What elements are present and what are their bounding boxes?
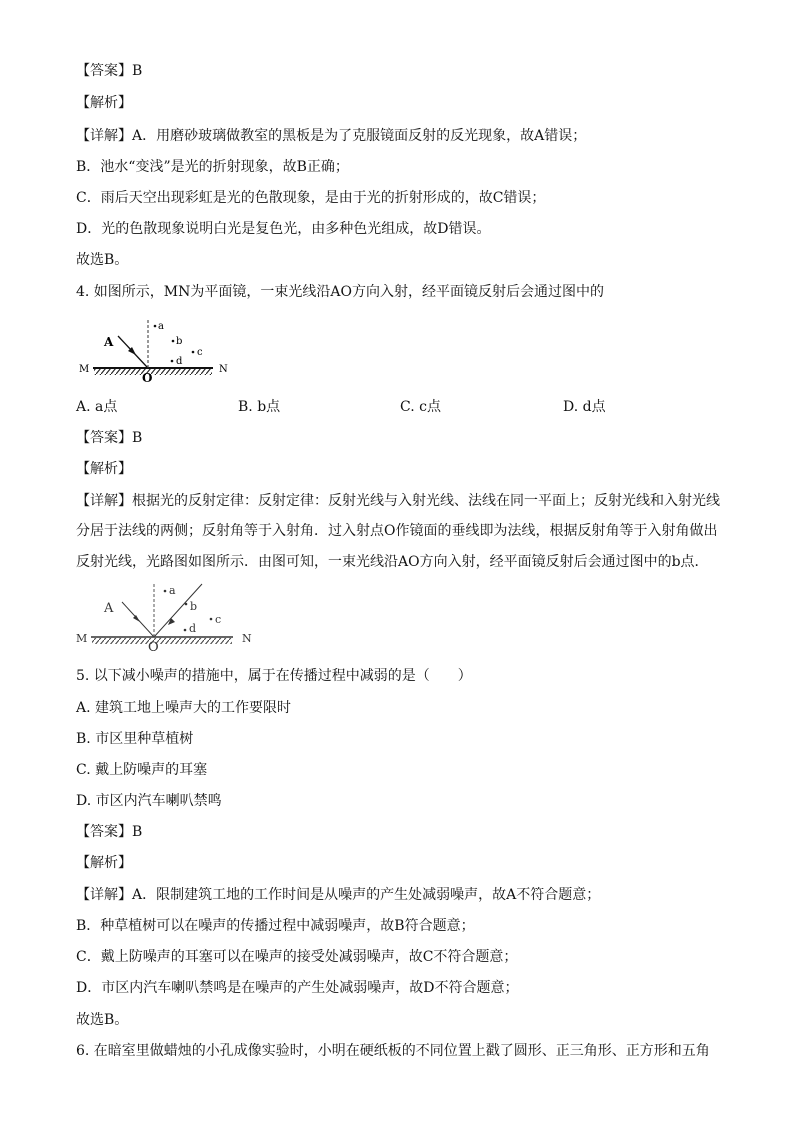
option-d: D. d点: [563, 399, 606, 415]
label-point-d: d: [189, 622, 197, 635]
detail-line: B．池水“变浅”是光的折射现象，故B正确；: [76, 159, 349, 175]
label-n: N: [242, 632, 252, 645]
label-point-c: c: [215, 613, 222, 626]
label-m: M: [76, 632, 88, 645]
option-a: A. 建筑工地上噪声大的工作要限时: [76, 700, 292, 716]
detail-line: C．雨后天空出现彩虹是光的色散现象，是由于光的折射形成的，故C错误；: [76, 190, 546, 206]
detail-line: C．戴上防噪声的耳塞可以在噪声的接受处减弱噪声，故C不符合题意；: [76, 949, 518, 965]
label-point-b: b: [190, 600, 198, 613]
option-b: B. 市区里种草植树: [76, 731, 194, 747]
label-point-d: d: [176, 356, 183, 367]
point-a: [154, 325, 157, 328]
point-d: [184, 629, 187, 632]
analysis-label: 【解析】: [76, 461, 132, 477]
incident-arrow-icon: [133, 615, 140, 622]
reflection-path-figure: [74, 580, 264, 655]
detail-line: D．市区内汽车喇叭禁鸣是在噪声的产生处减弱噪声，故D不符合题意；: [76, 980, 519, 996]
detail-line: D．光的色散现象说明白光是复色光，由多种色光组成，故D错误。: [76, 221, 491, 237]
option-a: A. a点: [76, 399, 118, 415]
option-c: C. c点: [400, 399, 441, 415]
point-c: [210, 618, 213, 621]
conclusion-line: 故选B。: [76, 1012, 129, 1028]
question-6-stem: 6. 在暗室里做蜡烛的小孔成像实验时，小明在硬纸板的不同位置上戳了圆形、正三角形、正方形和五角: [76, 1043, 710, 1059]
answer-label: 【答案】B: [76, 430, 143, 446]
label-a-incident: A: [104, 601, 114, 616]
analysis-label: 【解析】: [76, 855, 132, 871]
label-m: M: [79, 364, 90, 375]
question-4-stem: 4. 如图所示，MN为平面镜，一束光线沿AO方向入射，经平面镜反射后会通过图中的: [76, 284, 604, 300]
answer-label: 【答案】B: [76, 824, 143, 840]
option-d: D. 市区内汽车喇叭禁鸣: [76, 793, 222, 809]
question-4-figure: [76, 314, 226, 386]
detail-line: 反射光线，光路图如图所示．由图可知，一束光线沿AO方向入射，经平面镜反射后会通过图中的b点．: [76, 554, 709, 570]
point-a: [164, 590, 167, 593]
label-n: N: [219, 364, 228, 375]
detail-line: 【详解】A．限制建筑工地的工作时间是从噪声的产生处减弱噪声，故A不符合题意；: [76, 887, 601, 903]
label-point-a: a: [158, 321, 164, 332]
label-a-incident: A: [104, 335, 114, 349]
label-o-point: O: [148, 640, 159, 655]
detail-line: 【详解】根据光的反射定律：反射定律：反射光线与入射光线、法线在同一平面上；反射光线和入射光线: [76, 493, 720, 509]
label-o-point: O: [142, 371, 153, 385]
question-5-stem: 5. 以下减小噪声的措施中，属于在传播过程中减弱的是（ ）: [76, 668, 472, 684]
detail-line: 【详解】A．用磨砂玻璃做教室的黑板是为了克服镜面反射的反光现象，故A错误；: [76, 128, 587, 144]
analysis-label: 【解析】: [76, 95, 132, 111]
detail-line: B．种草植树可以在噪声的传播过程中减弱噪声，故B符合题意；: [76, 918, 475, 934]
mirror-hatching: [94, 369, 212, 375]
detail-line: 分居于法线的两侧；反射角等于入射角．过入射点O作镜面的垂线即为法线，根据反射角等于入射角做出: [76, 523, 718, 539]
reflected-arrow-icon: [168, 618, 175, 625]
mirror-hatching: [92, 638, 232, 644]
option-b: B. b点: [238, 399, 281, 415]
label-point-b: b: [176, 336, 183, 347]
point-c: [192, 351, 195, 354]
point-b: [172, 340, 175, 343]
question-4-options: [76, 396, 716, 416]
conclusion-line: 故选B。: [76, 252, 129, 268]
answer-label: 【答案】B: [76, 63, 143, 79]
label-point-a: a: [169, 584, 176, 597]
point-d: [171, 360, 174, 363]
option-c: C. 戴上防噪声的耳塞: [76, 762, 208, 778]
label-point-c: c: [197, 347, 203, 358]
point-b: [185, 603, 188, 606]
